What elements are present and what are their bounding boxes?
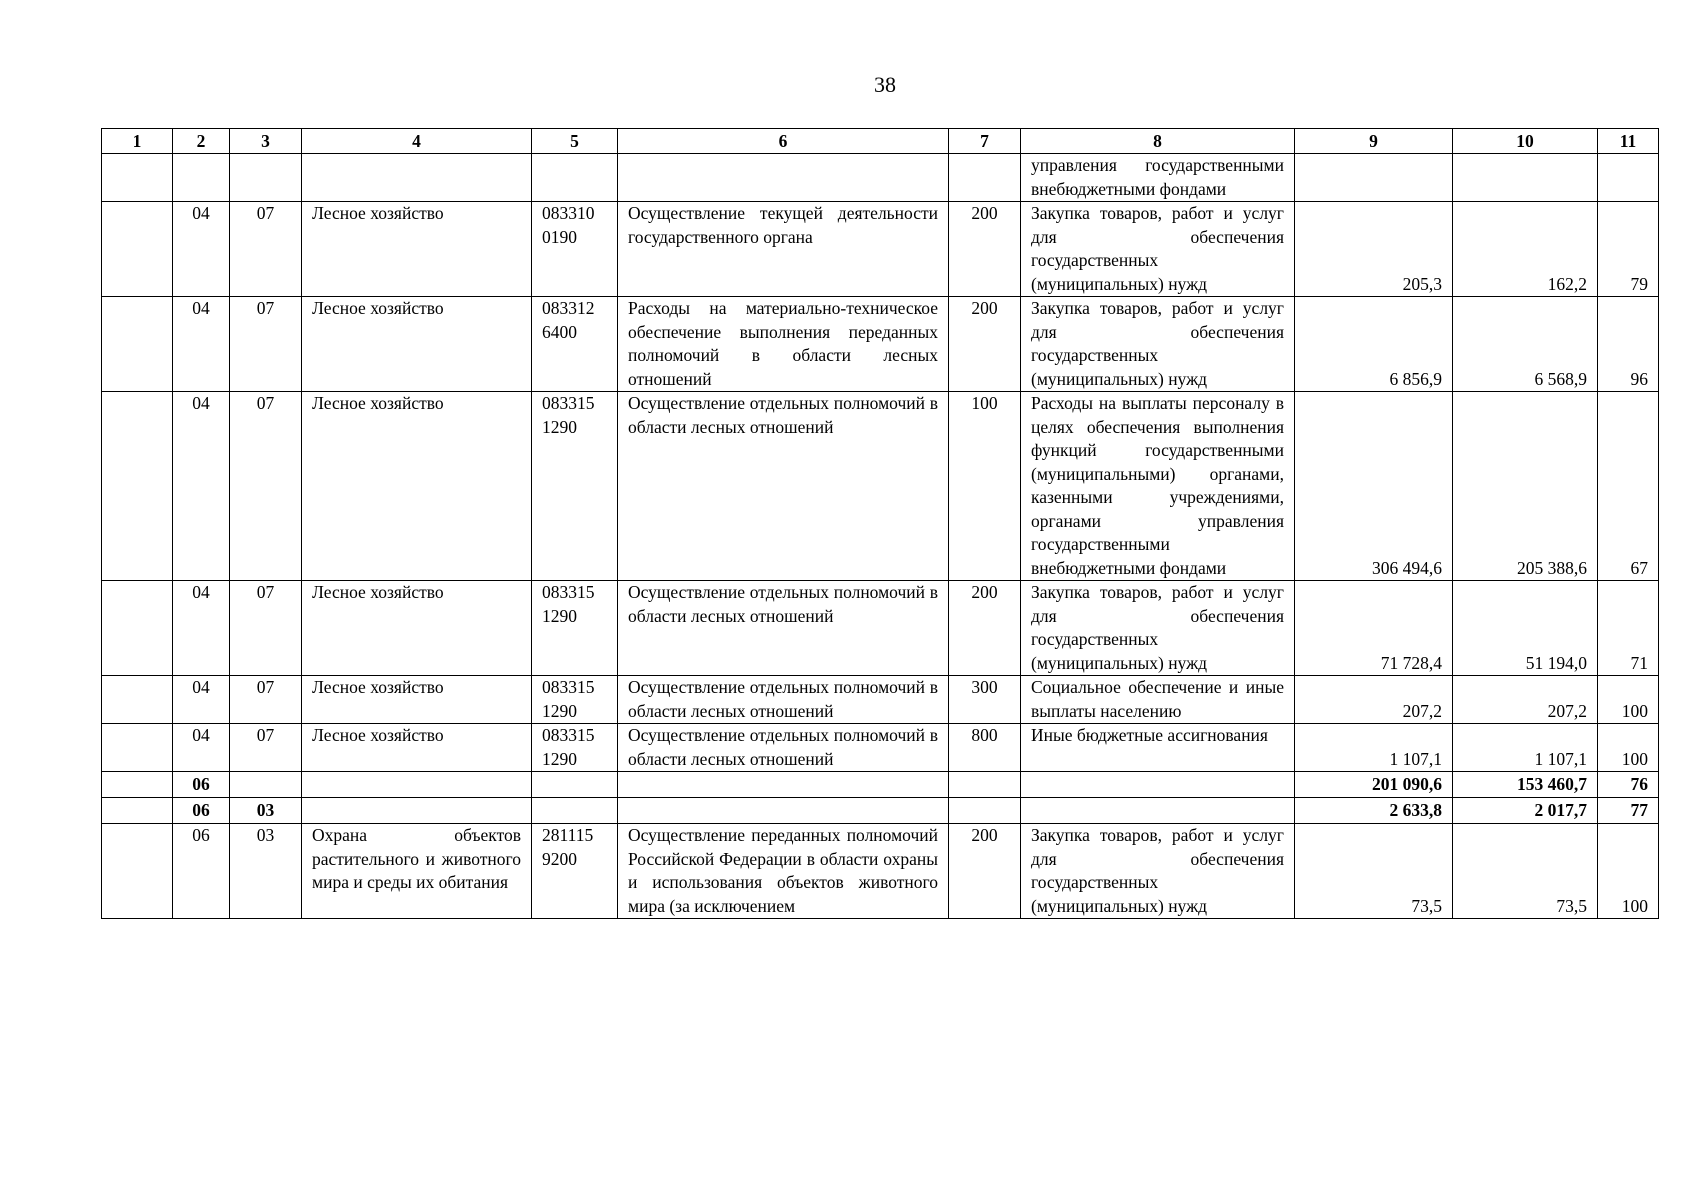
cell-col-1 — [102, 297, 173, 392]
cell-subsection: 07 — [230, 724, 302, 772]
cell-section: 04 — [173, 676, 230, 724]
cell-percent: 100 — [1598, 676, 1659, 724]
cell-subsection: 07 — [230, 297, 302, 392]
cell-target-code: 083315 1290 — [532, 676, 618, 724]
cell-expense-description: Закупка товаров, работ и услуг для обеспечения государственных (муниципальных) нужд — [1021, 581, 1295, 676]
cell-expense-type: 200 — [949, 824, 1021, 919]
cell-expense-description: Закупка товаров, работ и услуг для обеспечения государственных (муниципальных) нужд — [1021, 297, 1295, 392]
cell-target-code — [532, 772, 618, 798]
cell-expense-type: 200 — [949, 581, 1021, 676]
cell-expense-type — [949, 772, 1021, 798]
cell-percent: 76 — [1598, 772, 1659, 798]
cell-col-1 — [102, 824, 173, 919]
cell-expense-type: 200 — [949, 297, 1021, 392]
cell-approved: 306 494,6 — [1295, 392, 1453, 581]
column-header: 7 — [949, 129, 1021, 154]
cell-approved: 1 107,1 — [1295, 724, 1453, 772]
cell-approved: 6 856,9 — [1295, 297, 1453, 392]
cell-approved: 205,3 — [1295, 202, 1453, 297]
cell-description — [618, 798, 949, 824]
cell-section: 06 — [173, 824, 230, 919]
cell-executed: 205 388,6 — [1453, 392, 1598, 581]
cell-name — [302, 798, 532, 824]
table-row — [102, 724, 1659, 772]
cell-expense-type: 300 — [949, 676, 1021, 724]
cell-approved: 73,5 — [1295, 824, 1453, 919]
table-row — [102, 581, 1659, 676]
cell-description: Осуществление отдельных полномочий в области лесных отношений — [618, 392, 949, 581]
cell-description — [618, 154, 949, 202]
cell-approved: 71 728,4 — [1295, 581, 1453, 676]
cell-name: Лесное хозяйство — [302, 724, 532, 772]
cell-col-1 — [102, 581, 173, 676]
cell-subsection: 07 — [230, 581, 302, 676]
cell-approved: 2 633,8 — [1295, 798, 1453, 824]
cell-target-code: 083315 1290 — [532, 392, 618, 581]
cell-approved: 201 090,6 — [1295, 772, 1453, 798]
cell-name: Лесное хозяйство — [302, 297, 532, 392]
cell-section: 04 — [173, 202, 230, 297]
cell-executed: 162,2 — [1453, 202, 1598, 297]
table-row — [102, 392, 1659, 581]
cell-section: 04 — [173, 392, 230, 581]
budget-table — [101, 128, 1659, 919]
cell-col-1 — [102, 154, 173, 202]
table-row — [102, 676, 1659, 724]
cell-executed: 73,5 — [1453, 824, 1598, 919]
cell-percent: 100 — [1598, 724, 1659, 772]
cell-description: Осуществление отдельных полномочий в области лесных отношений — [618, 676, 949, 724]
table-row — [102, 297, 1659, 392]
table-row — [102, 798, 1659, 824]
cell-target-code — [532, 154, 618, 202]
cell-target-code: 083315 1290 — [532, 724, 618, 772]
cell-target-code: 281115 9200 — [532, 824, 618, 919]
cell-target-code: 083312 6400 — [532, 297, 618, 392]
cell-percent — [1598, 154, 1659, 202]
cell-expense-description: Закупка товаров, работ и услуг для обеспечения государственных (муниципальных) нужд — [1021, 824, 1295, 919]
cell-expense-description: Расходы на выплаты персоналу в целях обеспечения выполнения функций государственными (муниципальными) органами, казенными учреждениями, органами управления государственными внебюджетными фондами — [1021, 392, 1295, 581]
cell-subsection: 03 — [230, 798, 302, 824]
cell-name: Лесное хозяйство — [302, 202, 532, 297]
cell-name: Охрана объектов растительного и животного мира и среды их обитания — [302, 824, 532, 919]
cell-expense-type: 800 — [949, 724, 1021, 772]
cell-expense-description — [1021, 772, 1295, 798]
cell-description: Осуществление отдельных полномочий в области лесных отношений — [618, 724, 949, 772]
cell-section: 06 — [173, 798, 230, 824]
column-header: 9 — [1295, 129, 1453, 154]
cell-name — [302, 154, 532, 202]
cell-subsection — [230, 154, 302, 202]
cell-executed: 1 107,1 — [1453, 724, 1598, 772]
table-row — [102, 154, 1659, 202]
cell-col-1 — [102, 724, 173, 772]
column-header: 11 — [1598, 129, 1659, 154]
cell-col-1 — [102, 772, 173, 798]
cell-section: 06 — [173, 772, 230, 798]
column-header: 1 — [102, 129, 173, 154]
table-row — [102, 824, 1659, 919]
cell-executed: 153 460,7 — [1453, 772, 1598, 798]
column-header: 5 — [532, 129, 618, 154]
cell-section: 04 — [173, 724, 230, 772]
cell-expense-type: 200 — [949, 202, 1021, 297]
table-row — [102, 202, 1659, 297]
cell-col-1 — [102, 798, 173, 824]
cell-percent: 71 — [1598, 581, 1659, 676]
cell-expense-description — [1021, 798, 1295, 824]
column-header: 8 — [1021, 129, 1295, 154]
cell-expense-description: Закупка товаров, работ и услуг для обеспечения государственных (муниципальных) нужд — [1021, 202, 1295, 297]
cell-subsection: 03 — [230, 824, 302, 919]
header-row — [102, 129, 1659, 154]
column-header: 3 — [230, 129, 302, 154]
cell-expense-description: Иные бюджетные ассигнования — [1021, 724, 1295, 772]
cell-subsection — [230, 772, 302, 798]
cell-expense-type — [949, 798, 1021, 824]
cell-executed: 207,2 — [1453, 676, 1598, 724]
cell-subsection: 07 — [230, 392, 302, 581]
cell-section: 04 — [173, 297, 230, 392]
cell-target-code — [532, 798, 618, 824]
cell-subsection: 07 — [230, 676, 302, 724]
column-header: 2 — [173, 129, 230, 154]
cell-name — [302, 772, 532, 798]
column-header: 10 — [1453, 129, 1598, 154]
cell-col-1 — [102, 202, 173, 297]
cell-percent: 77 — [1598, 798, 1659, 824]
cell-executed: 51 194,0 — [1453, 581, 1598, 676]
cell-section: 04 — [173, 581, 230, 676]
table-body — [102, 129, 1659, 919]
cell-expense-description: управления государственными внебюджетными фондами — [1021, 154, 1295, 202]
cell-subsection: 07 — [230, 202, 302, 297]
cell-percent: 79 — [1598, 202, 1659, 297]
cell-executed: 6 568,9 — [1453, 297, 1598, 392]
cell-section — [173, 154, 230, 202]
cell-description — [618, 772, 949, 798]
cell-percent: 100 — [1598, 824, 1659, 919]
cell-col-1 — [102, 676, 173, 724]
cell-name: Лесное хозяйство — [302, 581, 532, 676]
cell-description: Осуществление переданных полномочий Российской Федерации в области охраны и использования объектов животного мира (за исключением — [618, 824, 949, 919]
cell-percent: 96 — [1598, 297, 1659, 392]
cell-col-1 — [102, 392, 173, 581]
cell-approved — [1295, 154, 1453, 202]
cell-description: Расходы на материально-техническое обеспечение выполнения переданных полномочий в области лесных отношений — [618, 297, 949, 392]
cell-approved: 207,2 — [1295, 676, 1453, 724]
cell-expense-type: 100 — [949, 392, 1021, 581]
cell-target-code: 083310 0190 — [532, 202, 618, 297]
cell-name: Лесное хозяйство — [302, 676, 532, 724]
page-number: 38 — [874, 72, 896, 97]
cell-executed — [1453, 154, 1598, 202]
column-header: 6 — [618, 129, 949, 154]
cell-description: Осуществление отдельных полномочий в области лесных отношений — [618, 581, 949, 676]
cell-executed: 2 017,7 — [1453, 798, 1598, 824]
cell-percent: 67 — [1598, 392, 1659, 581]
cell-target-code: 083315 1290 — [532, 581, 618, 676]
cell-name: Лесное хозяйство — [302, 392, 532, 581]
column-header: 4 — [302, 129, 532, 154]
table-row — [102, 772, 1659, 798]
cell-expense-type — [949, 154, 1021, 202]
cell-description: Осуществление текущей деятельности государственного органа — [618, 202, 949, 297]
cell-expense-description: Социальное обеспечение и иные выплаты населению — [1021, 676, 1295, 724]
